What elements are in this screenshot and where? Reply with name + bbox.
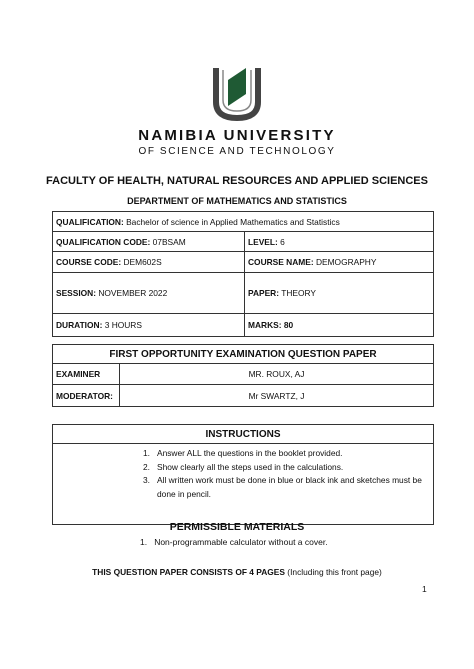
course-code-label: COURSE CODE: [56, 257, 122, 267]
page-number: 1 [422, 584, 427, 594]
exam-title: FIRST OPPORTUNITY EXAMINATION QUESTION PAPER [109, 348, 377, 360]
department-title: DEPARTMENT OF MATHEMATICS AND STATISTICS [127, 196, 347, 206]
instructions-list [143, 447, 425, 501]
course-code-cell [53, 252, 245, 273]
duration-value: 3 HOURS [104, 320, 142, 330]
level-label: LEVEL: [248, 236, 278, 247]
examiner-value: MR. ROUX, AJ [248, 369, 305, 379]
marks-cell [245, 314, 434, 337]
instructions-title: INSTRUCTIONS [205, 428, 281, 440]
instruction-item [143, 461, 425, 475]
examiner-label: EXAMINER [56, 369, 101, 379]
course-code-value: DEM602S [123, 257, 162, 267]
moderator-value: Mr SWARTZ, J [248, 390, 305, 401]
instruction-number: 3. [143, 475, 150, 485]
instruction-item [143, 447, 425, 461]
instruction-number: 1. [143, 448, 150, 458]
level-value: 6 [280, 236, 285, 247]
session-cell [53, 273, 245, 314]
permissible-item [140, 537, 328, 547]
session-value: NOVEMBER 2022 [98, 288, 168, 298]
instruction-text: All written work must be done in blue or black ink and sketches must be done in pencil. [157, 475, 422, 499]
course-name-cell [245, 252, 434, 273]
qualification-cell [53, 212, 434, 232]
university-subtitle: OF SCIENCE AND TECHNOLOGY [138, 146, 336, 157]
duration-cell [53, 314, 245, 337]
paper-value: THEORY [281, 288, 316, 298]
course-details-table [52, 211, 434, 337]
paper-label: PAPER: [248, 288, 280, 298]
marks-label: MARKS: [248, 320, 282, 330]
course-name-label: COURSE NAME: [248, 257, 314, 267]
university-logo [206, 60, 268, 122]
qualification-value: Bachelor of science in Applied Mathematics and Statistics [126, 216, 340, 227]
exam-title-cell [53, 345, 434, 364]
permissible-item-text: Non-programmable calculator without a cover. [154, 537, 328, 547]
page-count-bold: THIS QUESTION PAPER CONSISTS OF 4 PAGES [92, 567, 285, 577]
qualification-code-cell [53, 232, 245, 252]
level-cell [245, 232, 434, 252]
permissible-materials-title: PERMISSIBLE MATERIALS [169, 521, 305, 533]
instructions-table [52, 424, 434, 525]
instructions-title-cell [53, 425, 434, 444]
marks-value: 80 [283, 320, 294, 330]
instruction-text: Show clearly all the steps used in the calculations. [157, 461, 344, 472]
duration-label: DURATION: [56, 320, 103, 330]
instruction-item [143, 474, 425, 501]
examiner-value-cell [120, 364, 434, 385]
qualification-code-label: QUALIFICATION CODE: [56, 236, 151, 247]
moderator-label: MODERATOR: [56, 390, 113, 401]
course-name-value: DEMOGRAPHY [315, 257, 377, 267]
instructions-body-cell [53, 444, 434, 525]
moderator-label-cell [53, 385, 120, 407]
examination-table [52, 344, 434, 407]
university-name: NAMIBIA UNIVERSITY [138, 127, 336, 144]
instruction-text: Answer ALL the questions in the booklet provided. [157, 448, 343, 458]
qualification-code-value: 07BSAM [152, 236, 186, 247]
instruction-number: 2. [143, 461, 150, 472]
examiner-label-cell [53, 364, 120, 385]
page-count-rest: (Including this front page) [284, 567, 382, 577]
session-label: SESSION: [56, 288, 97, 298]
page-count-note [0, 567, 474, 577]
faculty-title: FACULTY OF HEALTH, NATURAL RESOURCES AND APPLIED SCIENCES [46, 175, 428, 187]
qualification-label: QUALIFICATION: [56, 216, 124, 227]
moderator-value-cell [120, 385, 434, 407]
paper-cell [245, 273, 434, 314]
permissible-item-number: 1. [140, 537, 148, 547]
